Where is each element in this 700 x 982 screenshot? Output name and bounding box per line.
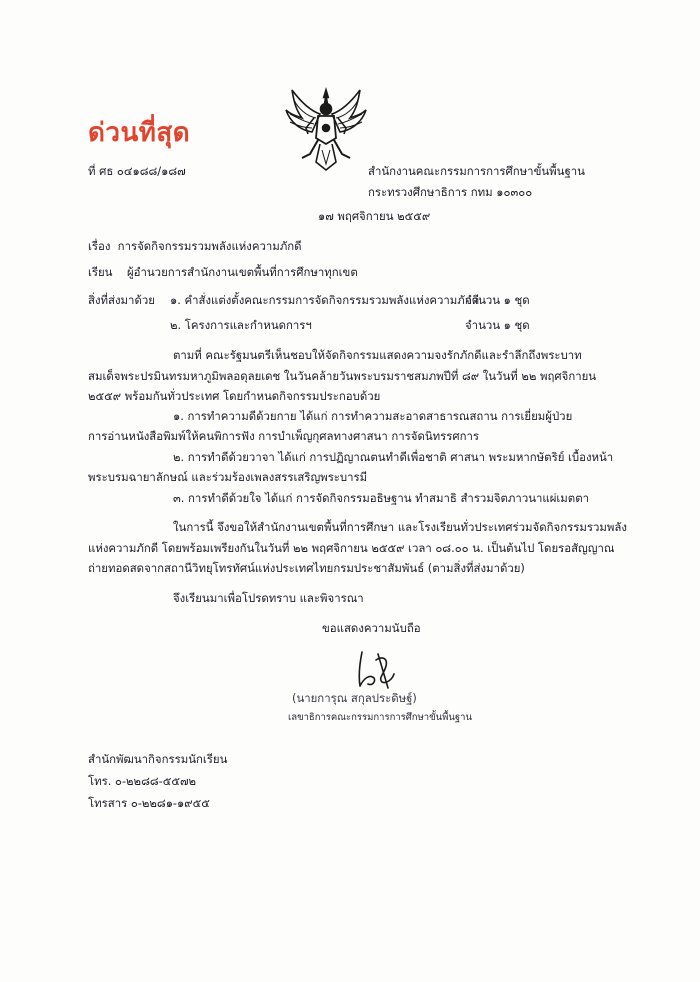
signatory-position: เลขาธิการคณะกรรมการการศึกษาขั้นพื้นฐาน: [288, 712, 472, 723]
closing-line: จึงเรียนมาเพื่อโปรดทราบ และพิจารณา: [173, 591, 364, 605]
subject-text: การจัดกิจกรรมรวมพลังแห่งความภักดี: [117, 239, 302, 253]
body-paragraph-line: สมเด็จพระปรมินทรมหาภูมิพลอดุลยเดช ในวันคล้ายวันพระบรมราชสมภพปีที่ ๘๙ ในวันที่ ๒๒ พฤศจิกายน: [88, 369, 597, 383]
urgency-label: ด่วนที่สุด: [88, 118, 191, 148]
activity-item-line: ๒. การทำดีด้วยวาจา ได้แก่ การปฏิญาณตนทำดีเพื่อชาติ ศาสนา พระมหากษัตริย์ เบื้องหน้า: [173, 450, 614, 464]
subject-row: [88, 238, 302, 254]
enclosure-qty: จำนวน ๑ ชุด: [465, 318, 530, 332]
office-address: กระทรวงศึกษาธิการ กทม ๑๐๓๐๐: [368, 185, 533, 199]
garuda-emblem-icon: [280, 84, 372, 176]
document-number: ที่ ศธ ๐๔๑๘๘/๑๘๗: [88, 164, 186, 178]
activity-item-line: การอ่านหนังสือพิมพ์ให้คนพิการฟัง การบำเพ็ญกุศลทางศาสนา การจัดนิทรรศการ: [88, 429, 480, 443]
office-name: สำนักงานคณะกรรมการการศึกษาขั้นพื้นฐาน: [368, 164, 585, 178]
body-paragraph-line: ถ่ายทอดสดจากสถานีวิทยุโทรทัศน์แห่งประเทศไทยกรมประชาสัมพันธ์ (ตามสิ่งที่ส่งมาด้วย): [88, 561, 525, 575]
body-paragraph-line: ๒๕๕๙ พร้อมกันทั่วประเทศ โดยกำหนดกิจกรรมประกอบด้วย: [88, 389, 381, 403]
enclosure-item: ๑. คำสั่งแต่งตั้งคณะกรรมการจัดกิจกรรมรวมพลังแห่งความภักดี: [170, 293, 480, 307]
signatory-name: (นายการุณ สกุลประดิษฐ์): [292, 691, 417, 705]
recipient-label: เรียน: [88, 265, 113, 279]
subject-label: เรื่อง: [88, 239, 111, 253]
recipient-row: [88, 264, 358, 280]
fax-number: โทรสาร ๐-๒๒๘๑-๑๙๕๕: [88, 796, 210, 810]
enclosure-qty: จำนวน ๑ ชุด: [465, 293, 530, 307]
activity-item-line: ๑. การทำความดีด้วยกาย ได้แก่ การทำความสะอาดสาธารณสถาน การเยี่ยมผู้ป่วย: [173, 409, 573, 423]
department-name: สำนักพัฒนากิจกรรมนักเรียน: [88, 752, 228, 766]
recipient-text: ผู้อำนวยการสำนักงานเขตพื้นที่การศึกษาทุกเขต: [126, 265, 358, 279]
body-paragraph-line: ตามที่ คณะรัฐมนตรีเห็นชอบให้จัดกิจกรรมแสดงความจงรักภักดีและรำลึกถึงพระบาท: [173, 348, 582, 362]
document-date: ๑๗ พฤศจิกายน ๒๕๕๙: [318, 209, 431, 223]
body-paragraph-line: แห่งความภักดี โดยพร้อมเพรียงกันในวันที่ ๒๒ พฤศจิกายน ๒๕๕๙ เวลา ๐๘.๐๐ น. เป็นต้นไป โดยรอสัญญาณ: [88, 541, 615, 555]
enclosures-label: สิ่งที่ส่งมาด้วย: [88, 293, 155, 307]
phone-number: โทร. ๐-๒๒๘๘-๕๕๗๒: [88, 774, 197, 788]
regards-line: ขอแสดงความนับถือ: [322, 621, 421, 635]
activity-item-line: ๓. การทำดีด้วยใจ ได้แก่ การจัดกิจกรรมอธิษฐาน ทำสมาธิ สำรวมจิตภาวนาแผ่เมตตา: [173, 491, 590, 505]
enclosure-item: ๒. โครงการและกำหนดการฯ: [170, 318, 312, 332]
body-paragraph-line: ในการนี้ จึงขอให้สำนักงานเขตพื้นที่การศึกษา และโรงเรียนทั่วประเทศร่วมจัดกิจกรรมรวมพลัง: [173, 520, 627, 534]
handwritten-signature: [348, 648, 398, 692]
activity-item-line: พระบรมฉายาลักษณ์ และร่วมร้องเพลงสรรเสริญพระบารมี: [88, 470, 368, 484]
